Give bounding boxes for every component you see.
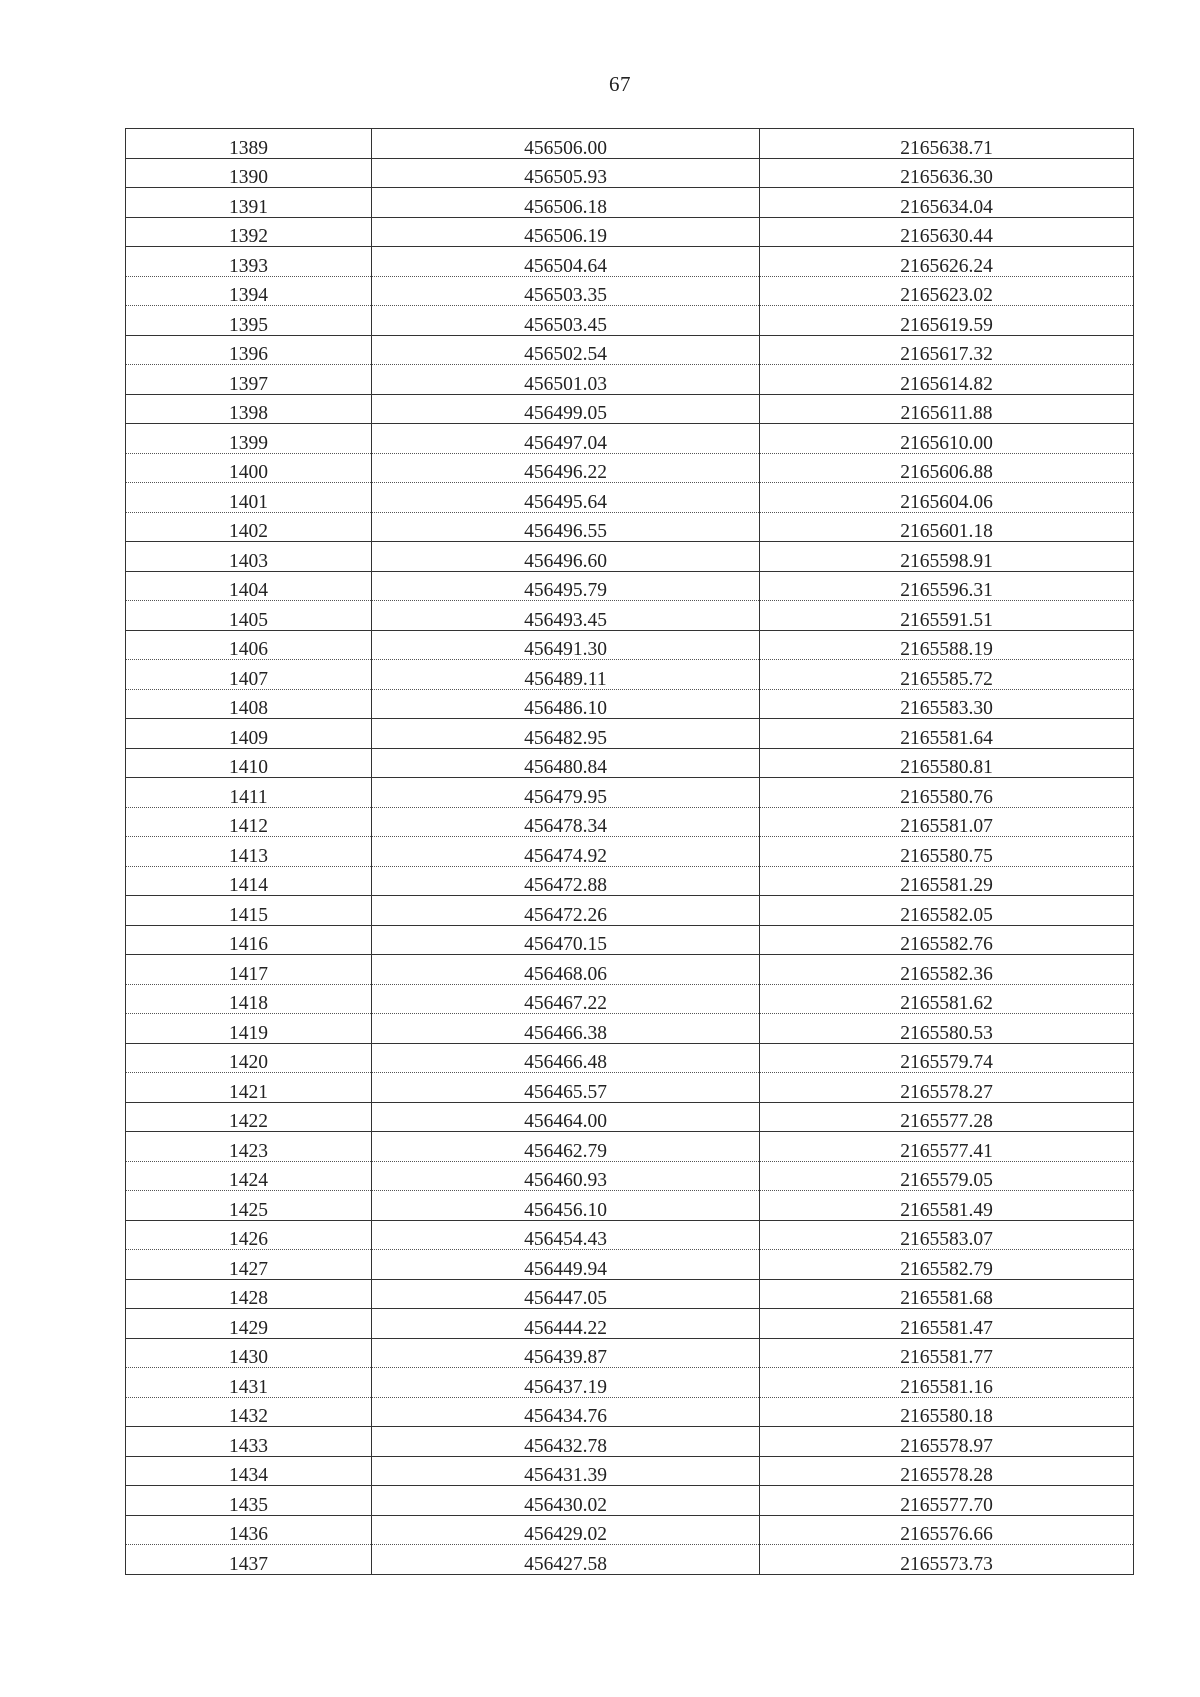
- x-coordinate-cell: 456449.94: [372, 1250, 760, 1280]
- y-coordinate-cell: 2165611.88: [760, 394, 1134, 424]
- point-number-cell: 1403: [126, 542, 372, 572]
- x-coordinate-cell: 456491.30: [372, 630, 760, 660]
- y-coordinate-cell: 2165614.82: [760, 365, 1134, 395]
- point-number-cell: 1407: [126, 660, 372, 690]
- table-row: [126, 571, 1134, 601]
- point-number-cell: 1411: [126, 778, 372, 808]
- point-number-cell: 1427: [126, 1250, 372, 1280]
- point-number-cell: 1431: [126, 1368, 372, 1398]
- y-coordinate-cell: 2165617.32: [760, 335, 1134, 365]
- table-row: [126, 955, 1134, 985]
- x-coordinate-cell: 456482.95: [372, 719, 760, 749]
- y-coordinate-cell: 2165606.88: [760, 453, 1134, 483]
- y-coordinate-cell: 2165581.16: [760, 1368, 1134, 1398]
- table-row: [126, 660, 1134, 690]
- table-row: [126, 837, 1134, 867]
- table-row: [126, 807, 1134, 837]
- y-coordinate-cell: 2165581.64: [760, 719, 1134, 749]
- table-row: [126, 1043, 1134, 1073]
- table-row: [126, 276, 1134, 306]
- y-coordinate-cell: 2165580.18: [760, 1397, 1134, 1427]
- x-coordinate-cell: 456434.76: [372, 1397, 760, 1427]
- point-number-cell: 1406: [126, 630, 372, 660]
- x-coordinate-cell: 456432.78: [372, 1427, 760, 1457]
- y-coordinate-cell: 2165578.97: [760, 1427, 1134, 1457]
- point-number-cell: 1394: [126, 276, 372, 306]
- point-number-cell: 1397: [126, 365, 372, 395]
- table-row: [126, 1427, 1134, 1457]
- point-number-cell: 1413: [126, 837, 372, 867]
- x-coordinate-cell: 456462.79: [372, 1132, 760, 1162]
- point-number-cell: 1437: [126, 1545, 372, 1575]
- x-coordinate-cell: 456503.45: [372, 306, 760, 336]
- table-row: [126, 1279, 1134, 1309]
- y-coordinate-cell: 2165579.74: [760, 1043, 1134, 1073]
- table-row: [126, 335, 1134, 365]
- x-coordinate-cell: 456444.22: [372, 1309, 760, 1339]
- x-coordinate-cell: 456496.22: [372, 453, 760, 483]
- y-coordinate-cell: 2165582.79: [760, 1250, 1134, 1280]
- x-coordinate-cell: 456427.58: [372, 1545, 760, 1575]
- x-coordinate-cell: 456495.64: [372, 483, 760, 513]
- x-coordinate-cell: 456501.03: [372, 365, 760, 395]
- table-row: [126, 896, 1134, 926]
- y-coordinate-cell: 2165580.81: [760, 748, 1134, 778]
- x-coordinate-cell: 456431.39: [372, 1456, 760, 1486]
- point-number-cell: 1399: [126, 424, 372, 454]
- point-number-cell: 1426: [126, 1220, 372, 1250]
- table-row: [126, 129, 1134, 159]
- x-coordinate-cell: 456503.35: [372, 276, 760, 306]
- point-number-cell: 1414: [126, 866, 372, 896]
- point-number-cell: 1415: [126, 896, 372, 926]
- y-coordinate-cell: 2165581.07: [760, 807, 1134, 837]
- x-coordinate-cell: 456454.43: [372, 1220, 760, 1250]
- table-row: [126, 925, 1134, 955]
- point-number-cell: 1401: [126, 483, 372, 513]
- x-coordinate-cell: 456496.55: [372, 512, 760, 542]
- y-coordinate-cell: 2165585.72: [760, 660, 1134, 690]
- point-number-cell: 1418: [126, 984, 372, 1014]
- point-number-cell: 1430: [126, 1338, 372, 1368]
- y-coordinate-cell: 2165582.76: [760, 925, 1134, 955]
- y-coordinate-cell: 2165578.28: [760, 1456, 1134, 1486]
- y-coordinate-cell: 2165576.66: [760, 1515, 1134, 1545]
- x-coordinate-cell: 456478.34: [372, 807, 760, 837]
- table-row: [126, 1515, 1134, 1545]
- table-row: [126, 1338, 1134, 1368]
- point-number-cell: 1402: [126, 512, 372, 542]
- x-coordinate-cell: 456468.06: [372, 955, 760, 985]
- x-coordinate-cell: 456470.15: [372, 925, 760, 955]
- x-coordinate-cell: 456464.00: [372, 1102, 760, 1132]
- table-row: [126, 1102, 1134, 1132]
- table-row: [126, 512, 1134, 542]
- table-row: [126, 1191, 1134, 1221]
- point-number-cell: 1417: [126, 955, 372, 985]
- x-coordinate-cell: 456439.87: [372, 1338, 760, 1368]
- y-coordinate-cell: 2165577.41: [760, 1132, 1134, 1162]
- table-row: [126, 1397, 1134, 1427]
- table-row: [126, 689, 1134, 719]
- y-coordinate-cell: 2165588.19: [760, 630, 1134, 660]
- x-coordinate-cell: 456506.18: [372, 188, 760, 218]
- point-number-cell: 1433: [126, 1427, 372, 1457]
- point-number-cell: 1400: [126, 453, 372, 483]
- x-coordinate-cell: 456486.10: [372, 689, 760, 719]
- x-coordinate-cell: 456506.19: [372, 217, 760, 247]
- x-coordinate-cell: 456499.05: [372, 394, 760, 424]
- y-coordinate-cell: 2165581.77: [760, 1338, 1134, 1368]
- y-coordinate-cell: 2165573.73: [760, 1545, 1134, 1575]
- y-coordinate-cell: 2165638.71: [760, 129, 1134, 159]
- point-number-cell: 1424: [126, 1161, 372, 1191]
- point-number-cell: 1422: [126, 1102, 372, 1132]
- table-row: [126, 1132, 1134, 1162]
- y-coordinate-cell: 2165580.76: [760, 778, 1134, 808]
- point-number-cell: 1412: [126, 807, 372, 837]
- table-row: [126, 1456, 1134, 1486]
- coordinates-table: [125, 128, 1134, 1575]
- x-coordinate-cell: 456506.00: [372, 129, 760, 159]
- point-number-cell: 1405: [126, 601, 372, 631]
- point-number-cell: 1432: [126, 1397, 372, 1427]
- x-coordinate-cell: 456495.79: [372, 571, 760, 601]
- table-row: [126, 424, 1134, 454]
- point-number-cell: 1396: [126, 335, 372, 365]
- y-coordinate-cell: 2165581.47: [760, 1309, 1134, 1339]
- table-row: [126, 542, 1134, 572]
- y-coordinate-cell: 2165636.30: [760, 158, 1134, 188]
- table-row: [126, 483, 1134, 513]
- y-coordinate-cell: 2165591.51: [760, 601, 1134, 631]
- y-coordinate-cell: 2165578.27: [760, 1073, 1134, 1103]
- y-coordinate-cell: 2165579.05: [760, 1161, 1134, 1191]
- point-number-cell: 1423: [126, 1132, 372, 1162]
- point-number-cell: 1392: [126, 217, 372, 247]
- y-coordinate-cell: 2165610.00: [760, 424, 1134, 454]
- y-coordinate-cell: 2165626.24: [760, 247, 1134, 277]
- x-coordinate-cell: 456493.45: [372, 601, 760, 631]
- x-coordinate-cell: 456447.05: [372, 1279, 760, 1309]
- table-row: [126, 217, 1134, 247]
- table-row: [126, 866, 1134, 896]
- table-row: [126, 984, 1134, 1014]
- x-coordinate-cell: 456496.60: [372, 542, 760, 572]
- point-number-cell: 1416: [126, 925, 372, 955]
- y-coordinate-cell: 2165634.04: [760, 188, 1134, 218]
- table-row: [126, 306, 1134, 336]
- y-coordinate-cell: 2165581.49: [760, 1191, 1134, 1221]
- x-coordinate-cell: 456466.38: [372, 1014, 760, 1044]
- point-number-cell: 1389: [126, 129, 372, 159]
- y-coordinate-cell: 2165601.18: [760, 512, 1134, 542]
- y-coordinate-cell: 2165581.68: [760, 1279, 1134, 1309]
- y-coordinate-cell: 2165630.44: [760, 217, 1134, 247]
- x-coordinate-cell: 456467.22: [372, 984, 760, 1014]
- x-coordinate-cell: 456474.92: [372, 837, 760, 867]
- y-coordinate-cell: 2165580.75: [760, 837, 1134, 867]
- point-number-cell: 1425: [126, 1191, 372, 1221]
- table-row: [126, 748, 1134, 778]
- point-number-cell: 1429: [126, 1309, 372, 1339]
- y-coordinate-cell: 2165596.31: [760, 571, 1134, 601]
- point-number-cell: 1408: [126, 689, 372, 719]
- table-row: [126, 453, 1134, 483]
- table-row: [126, 778, 1134, 808]
- x-coordinate-cell: 456460.93: [372, 1161, 760, 1191]
- point-number-cell: 1404: [126, 571, 372, 601]
- point-number-cell: 1435: [126, 1486, 372, 1516]
- y-coordinate-cell: 2165582.05: [760, 896, 1134, 926]
- table-row: [126, 719, 1134, 749]
- table-row: [126, 1250, 1134, 1280]
- x-coordinate-cell: 456497.04: [372, 424, 760, 454]
- point-number-cell: 1420: [126, 1043, 372, 1073]
- page-number: 67: [609, 72, 631, 96]
- y-coordinate-cell: 2165582.36: [760, 955, 1134, 985]
- x-coordinate-cell: 456465.57: [372, 1073, 760, 1103]
- x-coordinate-cell: 456456.10: [372, 1191, 760, 1221]
- table-row: [126, 1545, 1134, 1575]
- point-number-cell: 1391: [126, 188, 372, 218]
- table-row: [126, 601, 1134, 631]
- y-coordinate-cell: 2165619.59: [760, 306, 1134, 336]
- table-row: [126, 1368, 1134, 1398]
- table-row: [126, 365, 1134, 395]
- x-coordinate-cell: 456502.54: [372, 335, 760, 365]
- table-row: [126, 1073, 1134, 1103]
- point-number-cell: 1398: [126, 394, 372, 424]
- x-coordinate-cell: 456479.95: [372, 778, 760, 808]
- table-row: [126, 1486, 1134, 1516]
- table-row: [126, 1161, 1134, 1191]
- y-coordinate-cell: 2165577.28: [760, 1102, 1134, 1132]
- x-coordinate-cell: 456437.19: [372, 1368, 760, 1398]
- point-number-cell: 1421: [126, 1073, 372, 1103]
- x-coordinate-cell: 456429.02: [372, 1515, 760, 1545]
- table-row: [126, 1220, 1134, 1250]
- point-number-cell: 1390: [126, 158, 372, 188]
- y-coordinate-cell: 2165604.06: [760, 483, 1134, 513]
- x-coordinate-cell: 456472.26: [372, 896, 760, 926]
- table-row: [126, 394, 1134, 424]
- x-coordinate-cell: 456430.02: [372, 1486, 760, 1516]
- x-coordinate-cell: 456466.48: [372, 1043, 760, 1073]
- table-row: [126, 1014, 1134, 1044]
- coordinates-table-body: [126, 129, 1134, 1575]
- point-number-cell: 1393: [126, 247, 372, 277]
- y-coordinate-cell: 2165577.70: [760, 1486, 1134, 1516]
- x-coordinate-cell: 456505.93: [372, 158, 760, 188]
- x-coordinate-cell: 456489.11: [372, 660, 760, 690]
- y-coordinate-cell: 2165583.30: [760, 689, 1134, 719]
- point-number-cell: 1419: [126, 1014, 372, 1044]
- point-number-cell: 1434: [126, 1456, 372, 1486]
- point-number-cell: 1395: [126, 306, 372, 336]
- table-row: [126, 630, 1134, 660]
- point-number-cell: 1428: [126, 1279, 372, 1309]
- x-coordinate-cell: 456472.88: [372, 866, 760, 896]
- point-number-cell: 1436: [126, 1515, 372, 1545]
- y-coordinate-cell: 2165623.02: [760, 276, 1134, 306]
- point-number-cell: 1410: [126, 748, 372, 778]
- y-coordinate-cell: 2165581.62: [760, 984, 1134, 1014]
- x-coordinate-cell: 456504.64: [372, 247, 760, 277]
- y-coordinate-cell: 2165580.53: [760, 1014, 1134, 1044]
- table-row: [126, 158, 1134, 188]
- y-coordinate-cell: 2165583.07: [760, 1220, 1134, 1250]
- table-row: [126, 188, 1134, 218]
- x-coordinate-cell: 456480.84: [372, 748, 760, 778]
- y-coordinate-cell: 2165598.91: [760, 542, 1134, 572]
- y-coordinate-cell: 2165581.29: [760, 866, 1134, 896]
- table-row: [126, 247, 1134, 277]
- table-row: [126, 1309, 1134, 1339]
- point-number-cell: 1409: [126, 719, 372, 749]
